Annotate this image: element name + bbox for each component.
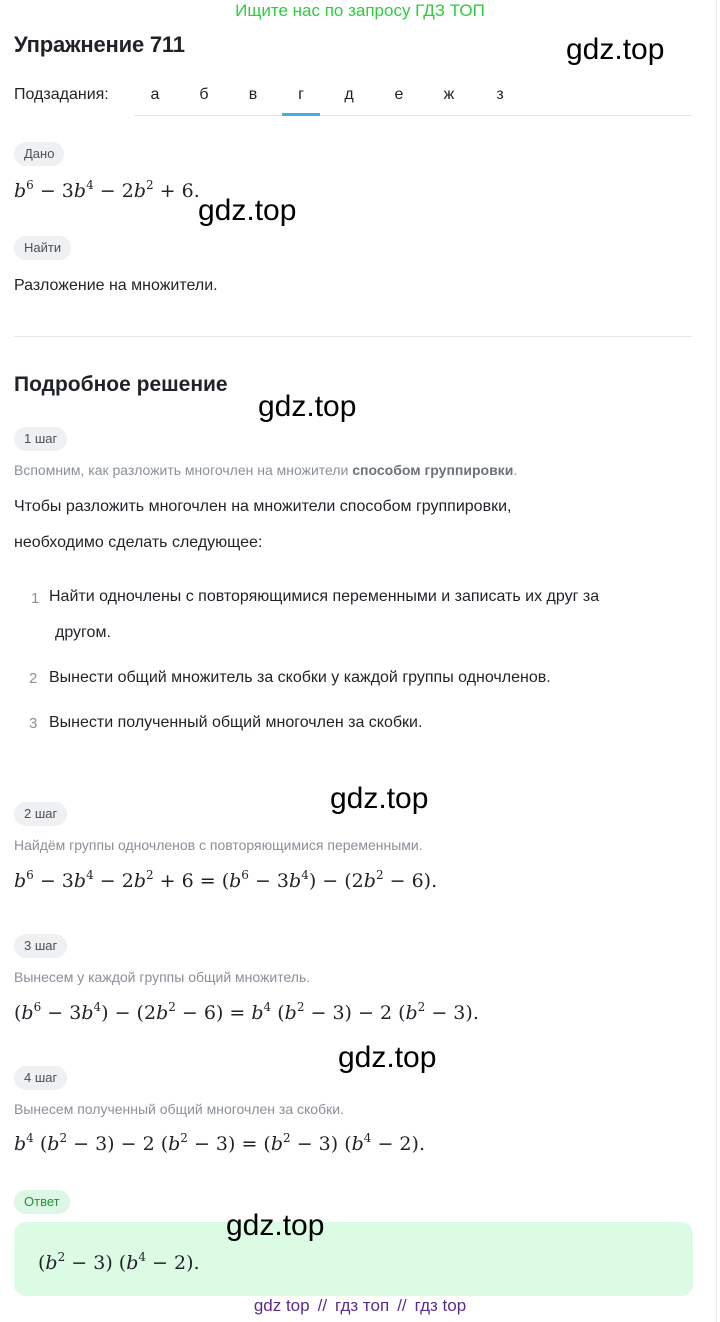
answer-section <box>14 1190 70 1214</box>
tab-e[interactable]: е <box>394 86 404 103</box>
subtasks-tabs <box>134 80 692 116</box>
step3-chip: 3 шаг <box>14 934 67 958</box>
tab-z[interactable]: з <box>496 86 504 103</box>
watermark: gdz.top <box>330 782 429 815</box>
tab-d[interactable]: д <box>344 86 354 103</box>
given-expression: $b^6 - 3b^4 - 2b^2 + 6$. <box>14 178 200 202</box>
given-section <box>14 142 64 166</box>
watermark: gdz.top <box>258 390 357 423</box>
find-chip: Найти <box>14 236 71 260</box>
search-banner: Ищите нас по запросу ГДЗ ТОП <box>235 1 485 20</box>
step1-chip: 1 шаг <box>14 427 67 451</box>
step3-expression: $(b^6 - 3b^4) - (2b^2 - 6) = b^4$ $(b^2 - 3) - 2$ $(b^2 - 3)$. <box>14 1000 479 1024</box>
step3-hint: Вынесем у каждой группы общий множитель. <box>14 969 311 985</box>
list-item-text: Найти одночлены с повторяющимися переменными и записать их друг за <box>49 588 600 605</box>
step3 <box>14 934 67 958</box>
tab-zh[interactable]: ж <box>443 86 455 103</box>
list-item-number: 1 <box>31 590 40 607</box>
step4-expression: $b^4$ $(b^2 - 3) - 2$ $(b^2 - 3) = (b^2 - 3) (b^4 - 2)$. <box>14 1131 425 1155</box>
tab-b[interactable]: б <box>199 86 209 103</box>
step1-text-line1: Чтобы разложить многочлен на множители способом группировки, <box>14 498 512 515</box>
step2-chip: 2 шаг <box>14 802 67 826</box>
list-item-text: Вынести общий множитель за скобки у каждой группы одночленов. <box>49 669 551 686</box>
watermark: gdz.top <box>226 1209 325 1242</box>
footer-separator: // <box>317 1296 328 1315</box>
watermark: gdz.top <box>198 194 297 227</box>
list-item-text-cont: другом. <box>55 624 111 641</box>
step4-hint: Вынесем полученный общий многочлен за скобки. <box>14 1101 344 1117</box>
step4-chip: 4 шаг <box>14 1066 67 1090</box>
tab-v[interactable]: в <box>248 86 258 103</box>
footer-link[interactable]: гдз топ <box>335 1296 390 1315</box>
answer-chip: Ответ <box>14 1190 70 1214</box>
tab-g-active[interactable]: г <box>282 86 320 116</box>
given-chip: Дано <box>14 142 64 166</box>
step4 <box>14 1066 67 1090</box>
tab-a[interactable]: а <box>150 86 160 103</box>
find-section <box>14 236 71 260</box>
right-edge-line <box>716 0 717 1322</box>
solution-heading: Подробное решение <box>14 373 228 396</box>
footer-separator: // <box>397 1296 407 1315</box>
list-item-number: 2 <box>29 670 38 687</box>
step1-hint: Вспомним, как разложить многочлен на множители способом группировки. <box>14 462 518 478</box>
step1-text-line2: необходимо сделать следующее: <box>14 534 263 551</box>
step2 <box>14 802 67 826</box>
answer-expression: $(b^2 - 3) (b^4 - 2)$. <box>38 1250 200 1274</box>
subtasks-label: Подзадания: <box>14 86 109 103</box>
watermark: gdz.top <box>566 33 665 66</box>
step1 <box>14 427 67 451</box>
footer-link[interactable]: гдз top <box>414 1296 467 1315</box>
list-item-text: Вынести полученный общий многочлен за скобки. <box>49 714 423 731</box>
step2-expression: $b^6 - 3b^4 - 2b^2 + 6 = (b^6 - 3b^4) - (2b^2 - 6)$. <box>14 868 438 892</box>
find-text: Разложение на множители. <box>14 277 218 294</box>
watermark: gdz.top <box>338 1041 437 1074</box>
divider <box>14 336 692 337</box>
list-item-number: 3 <box>29 715 38 732</box>
footer-link[interactable]: gdz top <box>253 1296 310 1315</box>
footer-links <box>0 1296 720 1316</box>
step2-hint: Найдём группы одночленов с повторяющимися переменными. <box>14 837 423 853</box>
page-title: Упражнение 711 <box>14 32 185 57</box>
